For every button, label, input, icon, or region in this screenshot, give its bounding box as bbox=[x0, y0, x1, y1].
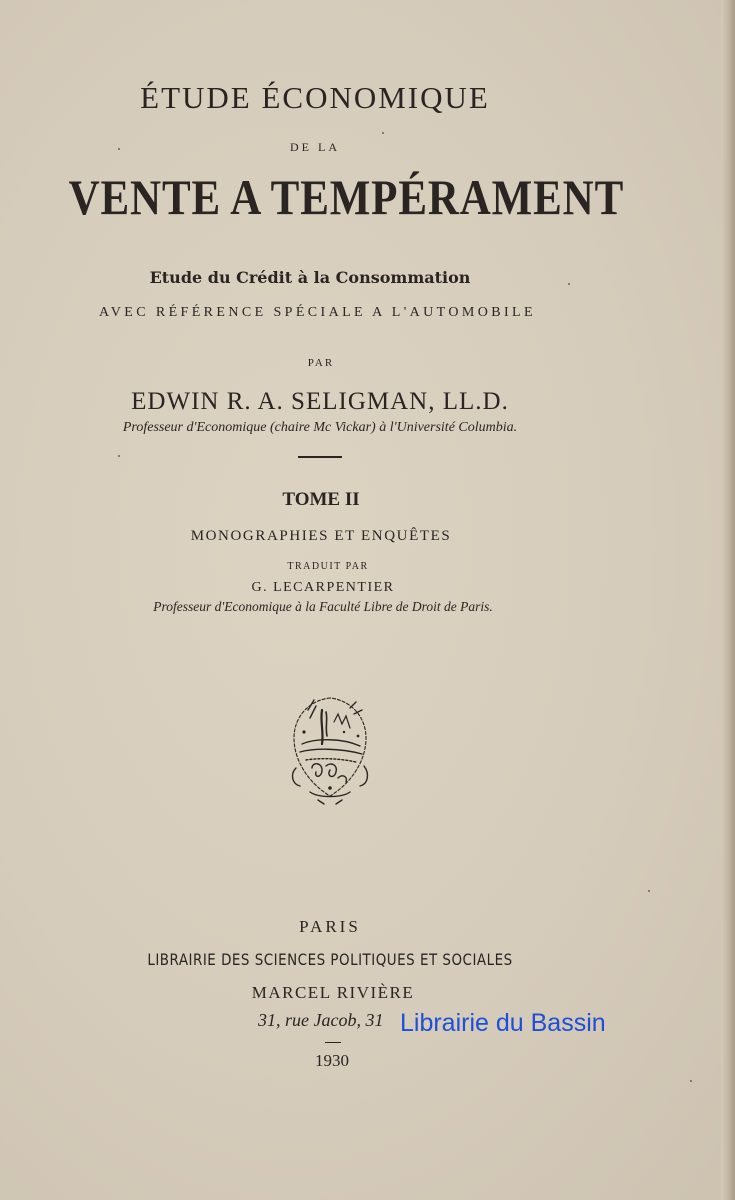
imprint-address: 31, rue Jacob, 31 bbox=[258, 1010, 384, 1030]
page-edge bbox=[721, 0, 735, 1200]
translator-name: G. LECARPENTIER bbox=[251, 580, 395, 595]
publisher-emblem-icon bbox=[280, 692, 380, 808]
paper-speck bbox=[118, 148, 120, 150]
divider-rule bbox=[298, 456, 342, 458]
imprint-publisher-name: MARCEL RIVIÈRE bbox=[251, 983, 415, 1002]
volume-label: TOME II bbox=[282, 489, 360, 510]
heading-etude-economique: ÉTUDE ÉCONOMIQUE bbox=[140, 80, 490, 115]
translator-title: Professeur d'Economique à la Faculté Libre de Droit de Paris. bbox=[153, 599, 493, 614]
imprint-year: 1930 bbox=[315, 1051, 349, 1070]
main-title: VENTE A TEMPÉRAMENT bbox=[68, 169, 625, 225]
paper-speck bbox=[118, 455, 120, 457]
seller-watermark: Librairie du Bassin bbox=[400, 1009, 606, 1037]
paper-speck bbox=[382, 132, 384, 134]
imprint-city: PARIS bbox=[299, 917, 361, 936]
translated-by-label: TRADUIT PAR bbox=[287, 561, 369, 572]
by-label: PAR bbox=[307, 357, 335, 369]
heading-de-la: DE LA bbox=[290, 140, 340, 154]
imprint-dash bbox=[325, 1042, 341, 1043]
volume-subtitle: MONOGRAPHIES ET ENQUÊTES bbox=[190, 528, 452, 544]
paper-speck bbox=[568, 283, 570, 285]
paper-speck bbox=[690, 1080, 692, 1082]
author-title: Professeur d'Economique (chaire Mc Vickar) à l'Université Columbia. bbox=[122, 420, 518, 435]
subtitle: Etude du Crédit à la Consommation bbox=[149, 268, 471, 287]
paper-speck bbox=[648, 890, 650, 892]
subtitle-secondary: AVEC RÉFÉRENCE SPÉCIALE A L'AUTOMOBILE bbox=[99, 305, 536, 320]
imprint-publisher: LIBRAIRIE DES SCIENCES POLITIQUES ET SOCIALES bbox=[147, 950, 513, 969]
author-name: EDWIN R. A. SELIGMAN, LL.D. bbox=[131, 388, 509, 415]
